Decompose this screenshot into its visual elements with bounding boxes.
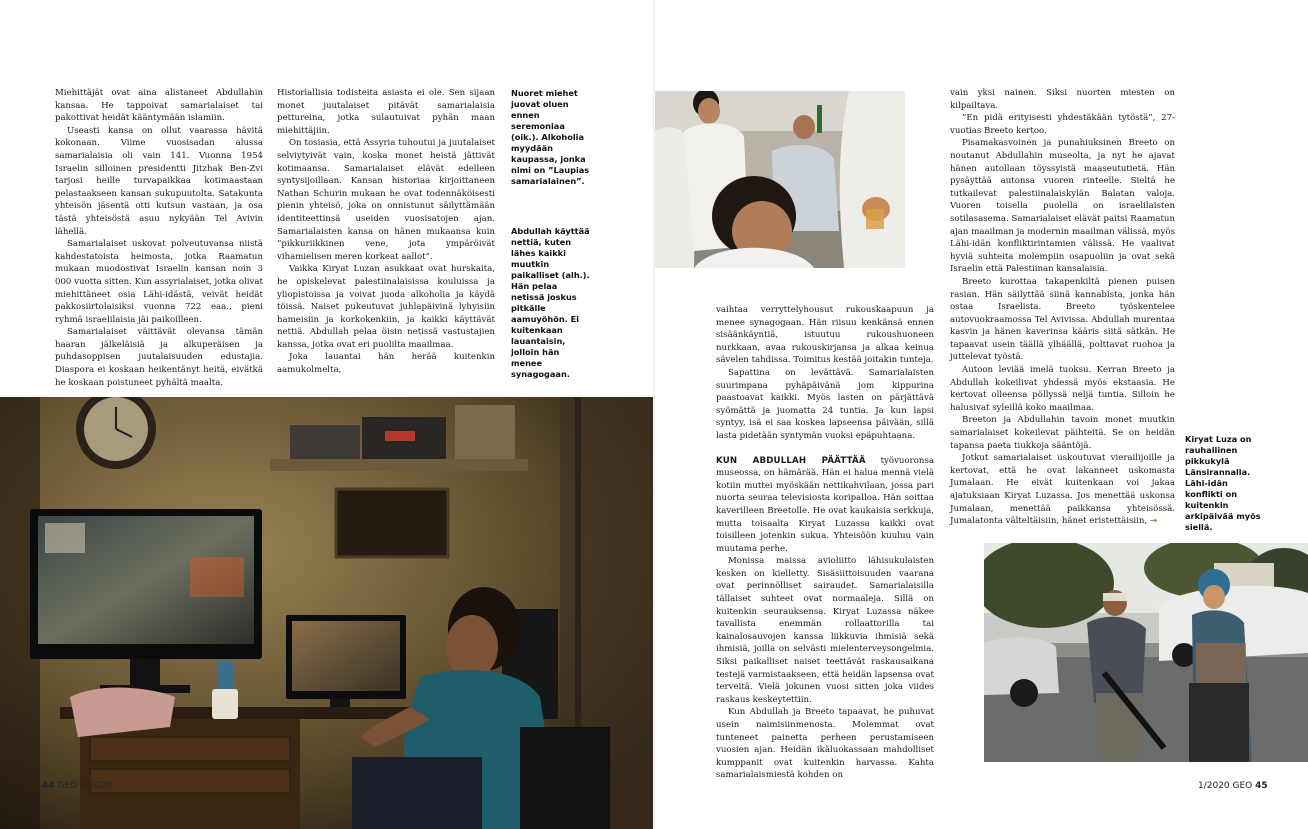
paragraph: Autoon leviää imelä tuoksu. Kerran Breeto ja Abdullah kokeilivat yhdessä myös ekstaasia. He kertovat olleensa pöllyssä neljä tuntia. Silloin he halusivat syleillä koko maailmaa.	[950, 365, 1175, 413]
paragraph: On tosiasia, että Assyria tuhoutui ja juutalaiset selviytyivät vain, koska monet heistä jättivät kotimaansa. Samarialaiset elävät edelleen syntysijoillaan. Kansan historiaa kirjoittaneen Nathan Schurin mukaan he ovat todennäköisesti pienin yhteisö, joka on onnistunut säilyttämään identiteettinsä useiden vuosisatojen ajan. Samarialaisten kansa on hänen mukaansa kuin ”pikkuriikkinen vene, jota ympäröivät vihamielisen meren korkeat aallot”.	[277, 138, 495, 262]
paragraph: Joka lauantai hän herää kuitenkin aamukolmelta,	[277, 352, 495, 376]
paragraph-text: Jotkut samarialaiset uskoutuvat vierailijoille ja kertovat, että he ovat lakanneet uskomasta Jumalaan. He eivät kuitenkaan voi jakaa ajatuksiaan Kiryat Luzassa. Jos menettää uskonsa Jumalaan, menettää paikkansa yhteisössä. Jumalatonta välteltäisiin, hänet eristettäisiin,	[950, 453, 1175, 527]
folio-magazine: 1/2020 GEO	[1198, 781, 1253, 791]
paragraph: Vaikka Kiryat Luzan asukkaat ovat hurskaita, he opiskelevat palestiinalaisissa kouluissa ja yliopistoissa ja voivat juoda alkoholia ja käydä töissä. Naiset pukeutuvat juhlapäivinä lyhyisiin hameisiin ja korkokenkiin, ja kaikki käyttävät nettiä. Abdullah pelaa öisin netissä vastustajien kanssa, jotka ovat eri puolilta maailmaa.	[277, 264, 495, 350]
paragraph: ”En pidä erityisesti yhdestäkään tytöstä”, 27-vuotias Breeto kertoo.	[950, 113, 1175, 136]
paragraph: Miehittäjät ovat aina alistaneet Abdullahin kansaa. He tappoivat samarialaiset tai pakottivat heidät kääntymään islamiin.	[55, 88, 263, 124]
paragraph: Breeto kurottaa takapenkiltä pienen puisen rasian. Hän säilyttää siinä kannabista, jonka hän ostaa Israelista. Breeto työskentelee autovuokraamossa Tel Avivissa. Abdullah murentaa kasvin ja hänen kaverinsa kääris siitä sätkän. He tapaavat usein täällä ylhäällä, polttavat ruohoa ja juttelevat työstä.	[950, 276, 1175, 363]
photo-gaming-room	[0, 397, 653, 829]
paragraph: Breeton ja Abdullahin tavoin monet muutkin samarialaiset kokeilevat päihteitä. Se on heidän tapansa paeta tiukkoja sääntöjä.	[950, 415, 1175, 451]
paragraph: Useasti kansa on ollut vaarassa hävitä kokonaan. Viime vuosisadan alussa samarialaisia oli vain 141. Vuonna 1954 Israelin silloinen presidentti Jitzhak Ben-Zvi tarjosi heille turvapaikkaa kotimaastaan pelastaakseen kansan sukupuutolta. Satakunta yhteisön jäsentä otti kutsun vastaan, ja osa tästä yhteisöstä asuu nykyään Tel Avivin lähellä.	[55, 125, 263, 237]
photo-caption-gaming: Abdullah käyttää nettiä, kuten lähes kaikki muutkin paikalliset (alh.). Hän pelaa netissä joskus pitkälle aamuyöhön. Ei kuitenkaan lauantaisin, jolloin hän menee synagogaan.	[511, 226, 590, 379]
section-lead-paragraph	[716, 455, 934, 556]
article-column-1	[55, 87, 263, 389]
paragraph: vaihtaa verryttelyhousut rukouskaapuun ja menee synagogaan. Hän riisuu kenkänsä ennen sisäänkäyntiä, istuutuu rukoushuoneen nurkkaan, avaa rukouskirjansa ja alkaa keinua sävelen tahdissa. Toimitus kestää joitakin tunteja.	[716, 305, 934, 366]
paragraph: vain yksi nainen. Siksi nuorten miesten on kilpailtava.	[950, 88, 1175, 111]
paragraph: Sapattina on levättävä. Samarialaisten suurimpana pyhäpäivänä jom kippurina paastoavat kaikki. Myös lasten on pärjättävä syömättä ja juomatta 24 tuntia. Ja kun lapsi syntyy, isä ei saa koskea lapseensa päivään, sillä lasta pidetään syntymän vuoksi epäpuhtaana.	[716, 367, 934, 441]
page-number-left	[42, 781, 112, 791]
paragraph: Monissa maissa avioliitto lähisukulaisten kesken on kielletty. Sisäsiittoisuuden vaarana ovat perinnölliset sairaudet. Samarialaisilla tällaiset suhteet ovat normaaleja. Sillä on kuitenkin seurauksensa. Kiryat Luzassa näkee tavallista enemmän rollaattorilla tai kainalosauvojen kanssa liikkuvia ihmisiä sekä ihmisiä, joilla on selvästi mielenterveysongelmia. Siksi paikalliset naiset teettävät raskausaikana testejä varmistaakseen, että heidän lapsensa ovat terveitä. Vielä jokunen vuosi sitten joka viides raskaus keskeytettiin.	[716, 556, 934, 705]
article-column-2	[277, 87, 495, 377]
page-number-right	[1198, 781, 1268, 791]
continue-arrow-icon: →	[1149, 516, 1158, 527]
paragraph: Kun Abdullah ja Breeto tapaavat, he puhuvat usein naimisiinmenosta. Molemmat ovat tunteneet painetta perheen perustamiseen vuosien ajan. Heidän ikäluokassaan mahdolliset kumppanit ovat kuitenkin harvassa. Kahta samarialaismiestä kohden on	[716, 707, 934, 781]
paragraph	[950, 452, 1175, 528]
spread-gutter	[653, 0, 655, 829]
section-lead-continuation: työvuoronsa museossa, on hämärää. Hän ei halua mennä vielä kotiin muttei myöskään nettikahvilaan, jossa pari nuorta seuraa televisiosta koripalloa. Hän soittaa kaverilleen Breetolle. He ovat kaukaisia serkkuja, mutta toisaalta Kiryat Luzassa kaikki ovat toisilleen jotenkin sukua. Yhteisöön kuuluu vain muutama perhe.	[716, 455, 934, 554]
folio-magazine: GEO 1/2020	[57, 781, 112, 791]
paragraph: Samarialaiset uskovat polveutuvansa niistä kahdestatoista heimosta, jotka Raamatun mukaan muodostivat Israelin kansan noin 3 000 vuotta sitten. Kun assyrialaiset, jotka olivat miehittäneet osia Lähi-idästä, veivät heidät pakkosiirtolaisiksi vuonna 722 eaa., pieni ryhmä israelilaisia jäi paikoilleen.	[55, 239, 263, 325]
article-column-4	[950, 87, 1175, 528]
paragraph: Historiallisia todisteita asiasta ei ole. Sen sijaan monet juutalaiset pitävät samarialaisia pettureina, jotka sulautuivat pyhän maan miehittäjiin.	[277, 88, 495, 136]
photo-caption-drinks: Nuoret miehet juovat oluen ennen seremoniaa (oik.). Alkoholia myydään kaupassa, jonka nimi on ”Laupias samarialainen”.	[511, 88, 590, 186]
folio-number: 45	[1255, 781, 1268, 791]
paragraph: Pisamakasvoinen ja punahiuksinen Breeto on noutanut Abdullahin museolta, ja nyt he ajavat hänen autollaan töyssyistä maaseututietä. Hän pysäyttää autonsa vuoren rinteelle. Sieltä he tutkailevat palestiinalaiskylän Balatan valoja. Vuoren toisella puolella on israelilaisten sotilasasema. Samarialaiset elävät paitsi Raamatun ajan maailman ja modernin maailman välissä, myös Lähi-idän konfliktirintamien välissä. He vaalivat hyviä suhteita molempiin osapuoliin ja ovat sekä Israelin että Palestiinan kansalaisia.	[950, 138, 1175, 275]
photo-men-drinking	[654, 91, 905, 268]
folio-number: 44	[42, 781, 55, 791]
photo-caption-village: Kiryat Luza on rauhallinen pikkukylä Länsirannalla. Lähi-idän konflikti on kuitenkin arkipäivää myös siellä.	[1185, 434, 1261, 532]
paragraph: Samarialaiset väittävät olevansa tämän haaran jälkeläisiä ja alkuperäisen ja puhdasoppisen juutalaisuuden edustajia. Diaspora ei koskaan heikentänyt heitä, eivätkä he koskaan poistuneet pyhältä maalta.	[55, 327, 263, 388]
photo-village-street	[984, 543, 1308, 762]
section-lead-text: KUN ABDULLAH PÄÄTTÄÄ	[716, 455, 866, 466]
article-column-3	[716, 304, 934, 782]
